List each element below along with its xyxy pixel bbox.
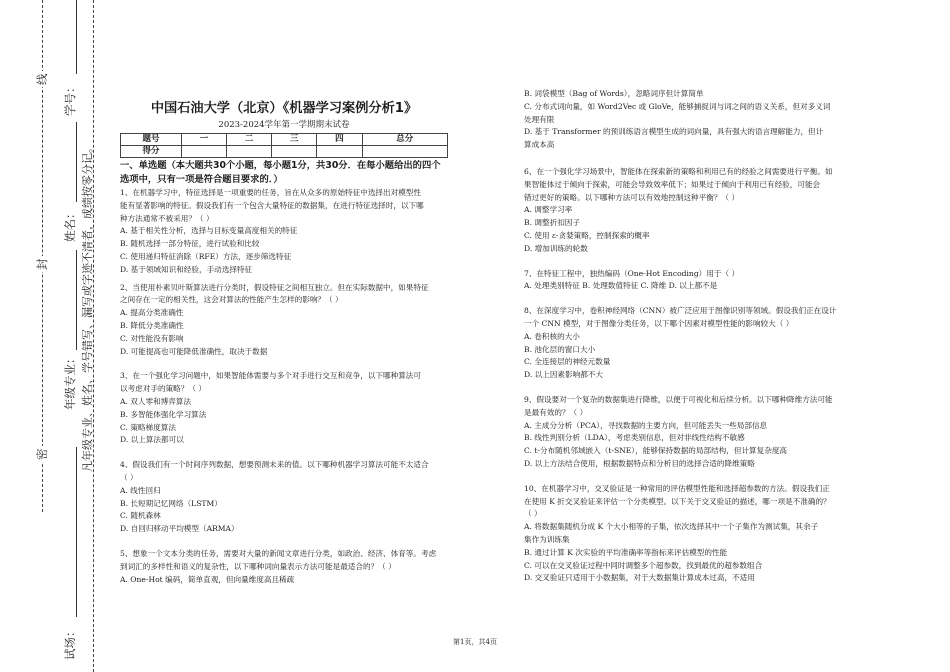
left-column: [120, 100, 448, 586]
answer-option[interactable]: 集作为训练集: [524, 534, 570, 544]
question-stem-line: 8、在深度学习中，卷积神经网络（CNN）被广泛应用于图像识别等领域。假设我们正在设计: [524, 306, 837, 316]
answer-option[interactable]: C. 使用 ε-贪婪策略，控制探索的概率: [524, 230, 650, 240]
question-stem-line: 6、在一个强化学习场景中，智能体在探索新的策略和利用已有的经验之间需要进行平衡。如: [524, 166, 833, 176]
seal-word-1: 密: [35, 448, 49, 460]
answer-option[interactable]: C. 策略梯度算法: [120, 422, 176, 432]
question-stem-line: 1、在机器学习中，特征选择是一项重要的任务，旨在从众多的原始特征中选择出对模型性: [120, 188, 421, 197]
answer-option[interactable]: C. 随机森林: [120, 511, 161, 521]
score-table: [120, 133, 448, 158]
answer-option[interactable]: D. 以上因素影响都不大: [524, 370, 603, 380]
answer-option[interactable]: A. 将数据集随机分成 K 个大小相等的子集，依次选择其中一个子集作为测试集，其余子: [524, 522, 819, 532]
answer-option[interactable]: A. 线性回归: [120, 485, 161, 495]
answer-option[interactable]: C. t-分布随机邻域嵌入（t-SNE），能够保持数据的局部结构，但计算复杂度高: [524, 446, 788, 456]
score-row-label: 得分: [121, 146, 182, 158]
answer-option[interactable]: C. 对性能没有影响: [120, 333, 184, 343]
question: [120, 459, 448, 536]
question-stem-line: 在使用 K 折交叉验证来评估一个分类模型。以下关于交叉验证的描述，哪一项是不准确的？: [524, 496, 831, 506]
right-column: [524, 88, 862, 585]
question-stem-line: 以考虑对手的策略？（ ）: [120, 384, 206, 394]
question-stem-line: 能有显著影响的特征。假设我们有一个包含大量特征的数据集，在进行特征选择时，以下哪: [120, 200, 424, 210]
question: [524, 305, 862, 382]
exam-subtitle: 2023-2024学年第一学期期末试卷: [218, 120, 350, 130]
question-stem-line: 到词汇的多样性和语义的复杂性，以下哪种词向量表示方法可能是最适合的？（ ）: [120, 561, 396, 571]
score-cell[interactable]: [182, 146, 227, 158]
answer-option[interactable]: C. 使用递归特征消除（RFE）方法，逐步筛选特征: [120, 251, 292, 261]
question: [120, 187, 448, 277]
score-col-header: 总分: [362, 134, 448, 146]
score-col-header: 题号: [121, 134, 182, 146]
question-stem-line: 5、想象一个文本分类的任务，需要对大量的新闻文章进行分类，如政治、经济、体育等。考虑: [120, 548, 437, 558]
field-location-label: 试场：: [63, 625, 77, 660]
field-location-line[interactable]: [76, 447, 77, 617]
seal-word-2: 封: [35, 258, 49, 270]
section-heading-line: 选项中，只有一项是符合题目要求的．）: [120, 174, 283, 185]
answer-option[interactable]: A. 卷积核的大小: [524, 331, 580, 341]
score-col-header: 一: [182, 134, 227, 146]
question-stem-line: 7、在特征工程中，独热编码（One-Hot Encoding）用于（ ）: [524, 268, 740, 278]
answer-option[interactable]: B. 通过计算 K 次实验的平均准确率等指标来评估模型的性能: [524, 547, 728, 557]
answer-option[interactable]: B. 调整折扣因子: [524, 218, 580, 228]
answer-option[interactable]: B. 词袋模型（Bag of Words），忽略词序但计算简单: [524, 89, 704, 98]
answer-option[interactable]: D. 基于 Transformer 的预训练语言模型生成的词向量，具有强大的语言理解能力，但计: [524, 127, 824, 137]
field-class-label: 年级专业：: [63, 352, 77, 410]
question-stem-line: 一个 CNN 模型，对于图像分类任务，以下哪个因素对模型性能的影响较大（ ）: [524, 318, 794, 328]
score-col-header: 四: [317, 134, 362, 146]
question-stem-line: 果智能体过于倾向于探索，可能会导致效率低下；如果过于倾向于利用已有经验，可能会: [524, 179, 821, 189]
question-stem-line: 10、在机器学习中，交叉验证是一种常用的评估模型性能和选择超参数的方法。假设我们正: [524, 483, 830, 493]
answer-option[interactable]: B. 长短期记忆网络（LSTM）: [120, 498, 222, 508]
answer-option[interactable]: D. 交叉验证只适用于小数据集，对于大数据集计算成本过高，不适用: [524, 573, 755, 583]
question-stem-line: 错过更好的策略。以下哪种方法可以有效地控制这种平衡？（ ）: [524, 192, 740, 202]
page-footer: 第1页，共4页: [453, 638, 497, 646]
exam-title: 中国石油大学（北京）《机器学习案例分析1》: [150, 101, 418, 116]
answer-option[interactable]: B. 多智能体强化学习算法: [120, 409, 207, 419]
score-cell[interactable]: [362, 146, 448, 158]
question-stem-line: 3、在一个强化学习问题中，如果智能体需要与多个对手进行交互和竞争，以下哪种算法可: [120, 371, 421, 381]
answer-option[interactable]: B. 随机选择一部分特征，进行试验和比较: [120, 239, 260, 249]
question: [120, 548, 448, 586]
question-stem-line: （ ）: [524, 509, 542, 519]
score-cell[interactable]: [272, 146, 317, 158]
question: [524, 88, 862, 152]
question-stem-line: 4、假设我们有一个时间序列数据，想要预测未来的值。以下哪种机器学习算法可能不太适合: [120, 460, 429, 470]
question-stem-line: 是最有效的？（ ）: [524, 407, 588, 417]
binding-rotated: [0, 0, 118, 672]
answer-option[interactable]: D. 可能提高也可能降低准确性，取决于数据: [120, 346, 268, 356]
field-name-line[interactable]: [76, 122, 77, 202]
answer-option[interactable]: D. 以上算法都可以: [120, 435, 184, 445]
field-class-line[interactable]: [76, 250, 77, 350]
score-table-header-row: [121, 134, 448, 146]
answer-option[interactable]: A. 调整学习率: [524, 205, 573, 215]
field-id-label: 学号：: [63, 81, 77, 116]
answer-option[interactable]: 处理有限: [524, 114, 555, 124]
question: [524, 394, 862, 471]
question: [524, 268, 862, 294]
score-table-row: [121, 146, 448, 158]
section-heading-line: 一、单选题（本大题共30个小题，每小题1分，共30分．在每小题给出的四个: [120, 160, 441, 171]
score-col-header: 三: [272, 134, 317, 146]
answer-option[interactable]: D. 以上方法结合使用，根据数据特点和分析目的选择合适的降维策略: [524, 458, 755, 468]
answer-option[interactable]: C. 全连接层的神经元数量: [524, 357, 611, 367]
answer-option[interactable]: A. 提高分类准确性: [120, 308, 184, 318]
question: [524, 166, 862, 256]
score-cell[interactable]: [317, 146, 362, 158]
answer-option[interactable]: A. 主成分分析（PCA），寻找数据的主要方向，但可能丢失一些局部信息: [524, 420, 768, 430]
field-name-label: 姓名：: [63, 207, 77, 242]
question-list-right: [524, 88, 862, 585]
seal-word-3: 线: [35, 73, 49, 85]
question-stem-line: 2、当使用朴素贝叶斯算法进行分类时，假设特征之间相互独立。但在实际数据中，如果特征: [120, 282, 429, 292]
question-stem-line: （ ）: [120, 472, 138, 482]
question-stem-line: 9、假设要对一个复杂的数据集进行降维，以便于可视化和后续分析。以下哪种降维方法可能: [524, 394, 833, 404]
question: [524, 483, 862, 585]
answer-option[interactable]: A. One-Hot 编码，简单直观，但向量维度高且稀疏: [120, 574, 295, 584]
section-heading: [120, 159, 448, 187]
answer-option[interactable]: D. 基于领域知识和经验，手动选择特征: [120, 264, 253, 274]
answer-option[interactable]: B. 线性判别分析（LDA），考虑类别信息，但对非线性结构不敏感: [524, 433, 745, 443]
answer-option[interactable]: D. 增加训练的轮数: [524, 243, 588, 253]
answer-option[interactable]: A. 双人零和博弈算法: [120, 396, 192, 406]
score-cell[interactable]: [227, 146, 272, 158]
question-stem-line: 种方法通常不被采用？（ ）: [120, 213, 214, 223]
answer-option[interactable]: B. 池化层的窗口大小: [524, 344, 596, 354]
answer-option[interactable]: B. 降低分类准确性: [120, 320, 184, 330]
answer-option[interactable]: A. 基于相关性分析，选择与目标变量高度相关的特征: [120, 226, 298, 236]
binding-margin: [0, 0, 118, 672]
question-list-left: [120, 187, 448, 586]
answer-option[interactable]: D. 自回归移动平均模型（ARMA）: [120, 524, 239, 534]
score-col-header: 二: [227, 134, 272, 146]
question: [120, 370, 448, 447]
answer-option[interactable]: 算成本高: [524, 140, 555, 150]
field-id-line[interactable]: [76, 0, 77, 74]
question-stem-line: 之间存在一定的相关性，这会对算法的性能产生怎样的影响？（ ）: [120, 295, 343, 305]
question: [120, 282, 448, 359]
answer-option[interactable]: C. 分布式词向量，如 Word2Vec 或 GloVe，能够捕捉词与词之间的语义关系，但对多义词: [524, 101, 831, 111]
answer-option[interactable]: C. 可以在交叉验证过程中同时调整多个超参数，找到最优的超参数组合: [524, 560, 763, 570]
answer-option[interactable]: A. 处理类别特征 B. 处理数值特征 C. 降维 D. 以上都不是: [524, 281, 718, 291]
binding-notice: 凡年级专业、姓名、学号错写、漏写或字迹不清者，成绩按零分记。: [81, 142, 94, 472]
